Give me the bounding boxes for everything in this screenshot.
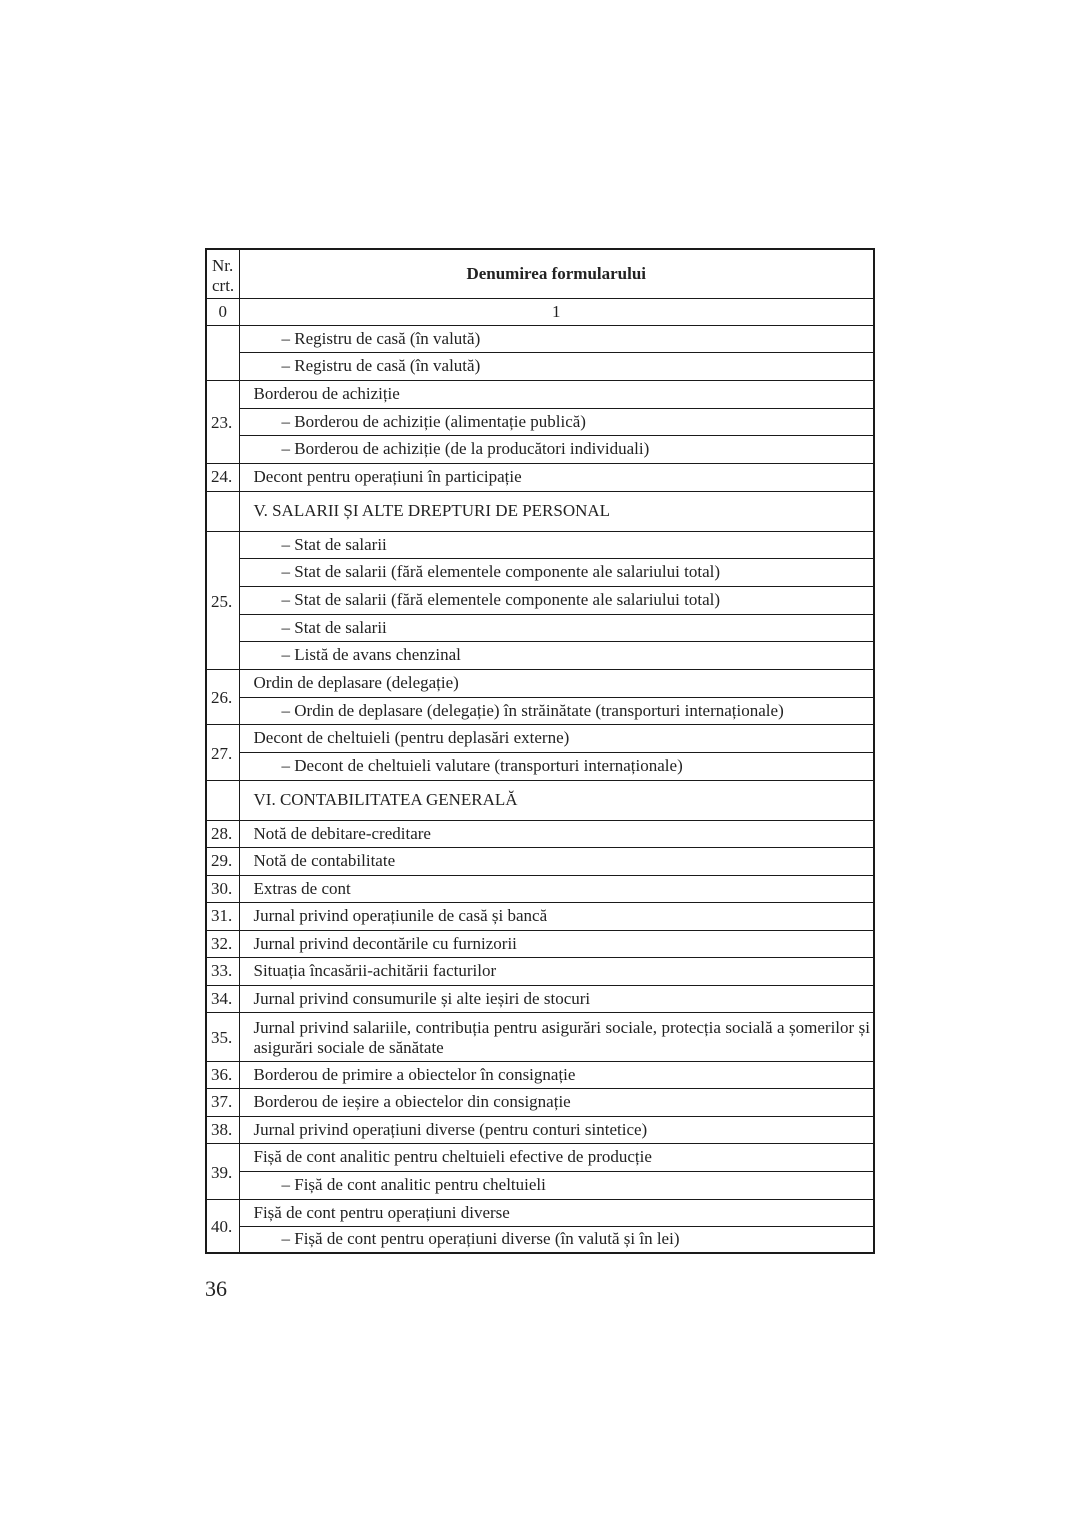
row-name: Notă de contabilitate: [239, 847, 874, 875]
row-name: Jurnal privind consumurile și alte ieșiri de stocuri: [239, 985, 874, 1012]
table-row: [206, 697, 874, 724]
section-row: [206, 780, 874, 820]
table-row: [206, 1012, 874, 1061]
row-name: – Decont de cheltuieli valutare (transporturi internaționale): [239, 752, 874, 780]
row-name: – Borderou de achiziție (de la producători individuali): [239, 435, 874, 463]
table-row: [206, 1088, 874, 1116]
row-number: 25.: [206, 531, 239, 669]
section-title: V. SALARII ȘI ALTE DREPTURI DE PERSONAL: [239, 491, 874, 531]
row-name: – Registru de casă (în valută): [239, 325, 874, 352]
section-title: VI. CONTABILITATEA GENERALĂ: [239, 780, 874, 820]
table-row: [206, 614, 874, 641]
row-number: [206, 325, 239, 380]
row-number: 29.: [206, 847, 239, 875]
table-row: [206, 325, 874, 352]
table-row: [206, 380, 874, 408]
row-name: Jurnal privind decontările cu furnizorii: [239, 930, 874, 957]
row-name: Jurnal privind operațiuni diverse (pentru conturi sintetice): [239, 1116, 874, 1143]
row-name: Jurnal privind salariile, contribuția pentru asigurări sociale, protecția socială a șomerilor și asigurări sociale de sănătate: [239, 1012, 874, 1061]
row-number: 31.: [206, 902, 239, 930]
table-row: [206, 902, 874, 930]
row-number: 39.: [206, 1143, 239, 1199]
row-name: Jurnal privind operațiunile de casă și bancă: [239, 902, 874, 930]
row-number: 30.: [206, 875, 239, 902]
table-row: [206, 752, 874, 780]
table-row: [206, 930, 874, 957]
table-row: [206, 1116, 874, 1143]
table-row: [206, 1171, 874, 1199]
row-name: Fișă de cont analitic pentru cheltuieli efective de producție: [239, 1143, 874, 1171]
page-number: 36: [205, 1276, 227, 1301]
index-name: 1: [239, 298, 874, 325]
forms-table: [205, 248, 875, 1254]
row-name: – Borderou de achiziție (alimentație publică): [239, 408, 874, 435]
table-row: [206, 352, 874, 380]
table-row: [206, 558, 874, 586]
row-name: Borderou de ieșire a obiectelor din consignație: [239, 1088, 874, 1116]
row-number: [206, 491, 239, 531]
table-header-row: [206, 249, 874, 298]
row-number: 36.: [206, 1061, 239, 1088]
row-name: Borderou de primire a obiectelor în consignație: [239, 1061, 874, 1088]
row-number: 35.: [206, 1012, 239, 1061]
row-name: – Fișă de cont analitic pentru cheltuieli: [239, 1171, 874, 1199]
header-nr-crt: Nr. crt.: [206, 249, 239, 298]
row-number: 34.: [206, 985, 239, 1012]
row-number: 37.: [206, 1088, 239, 1116]
row-name: – Registru de casă (în valută): [239, 352, 874, 380]
row-number: 33.: [206, 957, 239, 985]
row-name: Extras de cont: [239, 875, 874, 902]
row-number: 24.: [206, 463, 239, 491]
row-name: Ordin de deplasare (delegație): [239, 669, 874, 697]
table-row: [206, 1226, 874, 1253]
row-name: – Stat de salarii (fără elementele componente ale salariului total): [239, 558, 874, 586]
section-row: [206, 491, 874, 531]
table-row: [206, 985, 874, 1012]
table-row: [206, 408, 874, 435]
table-row: [206, 1143, 874, 1171]
table-row: [206, 641, 874, 669]
table-row: [206, 435, 874, 463]
row-name: – Stat de salarii: [239, 531, 874, 558]
row-name: Notă de debitare-creditare: [239, 820, 874, 847]
row-name: Borderou de achiziție: [239, 380, 874, 408]
table-row: [206, 724, 874, 752]
row-name: – Ordin de deplasare (delegație) în străinătate (transporturi internaționale): [239, 697, 874, 724]
table-row: [206, 875, 874, 902]
header-form-name: Denumirea formularului: [239, 249, 874, 298]
table-row: [206, 820, 874, 847]
index-nr: 0: [206, 298, 239, 325]
row-name: Situația încasării-achitării facturilor: [239, 957, 874, 985]
row-name: – Listă de avans chenzinal: [239, 641, 874, 669]
table-row: [206, 1061, 874, 1088]
table-row: [206, 531, 874, 558]
row-number: 28.: [206, 820, 239, 847]
row-number: 32.: [206, 930, 239, 957]
table-row: [206, 669, 874, 697]
row-name: – Stat de salarii: [239, 614, 874, 641]
row-name: – Stat de salarii (fără elementele componente ale salariului total): [239, 586, 874, 614]
row-number: 38.: [206, 1116, 239, 1143]
row-name: – Fișă de cont pentru operațiuni diverse (în valută și în lei): [239, 1226, 874, 1253]
table-row: [206, 1199, 874, 1226]
row-name: Decont de cheltuieli (pentru deplasări externe): [239, 724, 874, 752]
row-number: [206, 780, 239, 820]
row-number: 23.: [206, 380, 239, 463]
table-row: [206, 586, 874, 614]
row-number: 26.: [206, 669, 239, 724]
row-number: 27.: [206, 724, 239, 780]
table-row: [206, 957, 874, 985]
row-name: Decont pentru operațiuni în participație: [239, 463, 874, 491]
table-index-row: [206, 298, 874, 325]
row-name: Fișă de cont pentru operațiuni diverse: [239, 1199, 874, 1226]
table-row: [206, 463, 874, 491]
table-row: [206, 847, 874, 875]
row-number: 40.: [206, 1199, 239, 1253]
